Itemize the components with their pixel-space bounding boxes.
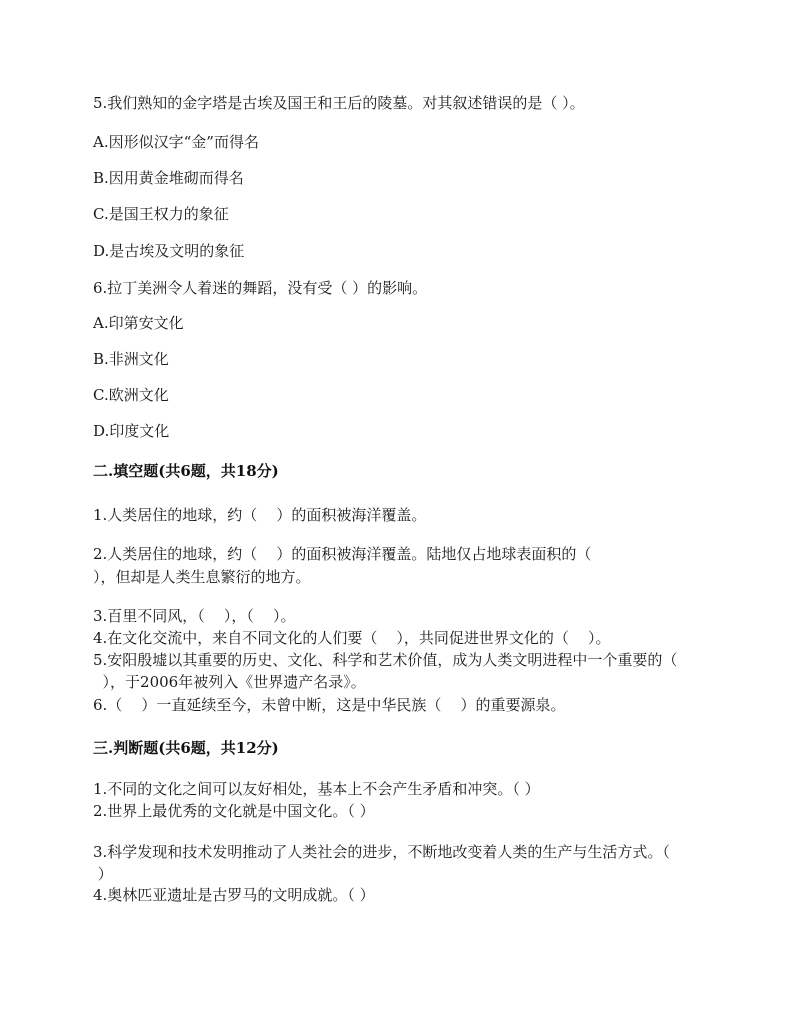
option-a: A.印第安文化 (93, 314, 184, 332)
judge-item-3-continued: ） (93, 865, 113, 883)
section-heading-judge: 三.判断题(共6题，共12分) (93, 739, 279, 757)
option-c: C.欧洲文化 (93, 386, 169, 404)
option-b: B.因用黄金堆砌而得名 (93, 169, 244, 187)
judge-item-1: 1.不同的文化之间可以友好相处，基本上不会产生矛盾和冲突。（ ） (93, 780, 540, 798)
option-d: D.印度文化 (93, 422, 170, 440)
option-c: C.是国王权力的象征 (93, 205, 229, 223)
fill-item-4: 4.在文化交流中，来自不同文化的人们要（ ），共同促进世界文化的（ ）。 (93, 629, 611, 647)
option-b: B.非洲文化 (93, 350, 169, 368)
fill-item-2: 2.人类居住的地球，约（ ）的面积被海洋覆盖。陆地仅占地球表面积的（ (93, 545, 592, 563)
option-a: A.因形似汉字“金”而得名 (93, 133, 259, 151)
fill-item-1: 1.人类居住的地球，约（ ）的面积被海洋覆盖。 (93, 506, 427, 524)
option-d: D.是古埃及文明的象征 (93, 242, 245, 260)
question-stem-6: 6.拉丁美洲令人着迷的舞蹈，没有受（ ）的影响。 (93, 279, 428, 297)
section-heading-fill: 二.填空题(共6题，共18分) (93, 462, 279, 480)
judge-item-2: 2.世界上最优秀的文化就是中国文化。（ ） (93, 802, 375, 820)
fill-item-5: 5.安阳殷墟以其重要的历史、文化、科学和艺术价值，成为人类文明进程中一个重要的（ (93, 651, 678, 669)
judge-item-3: 3.科学发现和技术发明推动了人类社会的进步，不断地改变着人类的生产与生活方式。（ (93, 843, 670, 861)
judge-item-4: 4.奥林匹亚遗址是古罗马的文明成就。（ ） (93, 886, 375, 904)
question-stem-5: 5.我们熟知的金字塔是古埃及国王和王后的陵墓。对其叙述错误的是（ ）。 (93, 94, 585, 112)
fill-item-2-continued: ），但却是人类生息繁衍的地方。 (93, 568, 311, 586)
fill-item-3: 3.百里不同风，（ ），（ ）。 (93, 607, 296, 625)
fill-item-6: 6.（ ）一直延续至今，未曾中断，这是中华民族（ ）的重要源泉。 (93, 696, 566, 714)
fill-item-5-continued: ），于2006年被列入《世界遗产名录》。 (93, 673, 366, 691)
